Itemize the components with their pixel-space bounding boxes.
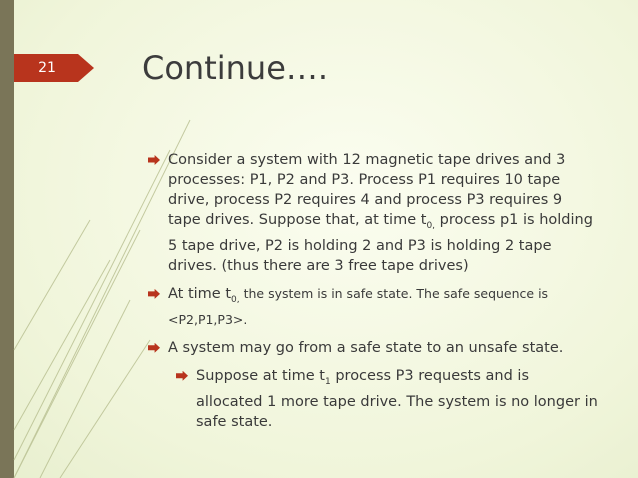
bullet-3	[148, 338, 598, 358]
bullet-2-rest: the system is in safe state. The safe sequence is <P2,P1,P3>.	[168, 285, 549, 327]
bullet-3-text: A system may go from a safe state to an unsafe state.	[168, 339, 564, 356]
bullet-4-subscript: 1	[325, 376, 331, 387]
arrow-bullet-icon	[148, 343, 160, 353]
slide-title: Continue….	[142, 49, 329, 87]
content-area	[148, 150, 598, 440]
bullet-1	[148, 150, 598, 276]
bullet-1-rest: process p1 is holding 5 tape drive, P2 is holding 2 and P3 is holding 2 tape drives. (thus there are 3 free tape drives)	[168, 212, 593, 274]
bullet-4	[176, 366, 598, 432]
bullet-1-subscript: 0,	[426, 220, 436, 231]
slide-number: 21	[38, 60, 56, 76]
bullet-1-text: Consider a system with 12 magnetic tape drives and 3 processes: P1, P2 and P3. Process P1 requires 10 tape drive, process P2 requires 4 and process P3 requires 9 tape drives. Suppose that, at time t	[168, 152, 566, 228]
arrow-bullet-icon	[148, 155, 160, 165]
bullet-4-rest: process P3 requests and is allocated 1 more tape drive. The system is no longer in safe state.	[196, 367, 598, 430]
bullet-2	[148, 284, 598, 330]
bullet-4-lead: Suppose at time t	[196, 367, 325, 384]
arrow-bullet-icon	[148, 289, 160, 299]
arrow-bullet-icon	[176, 371, 188, 381]
bullet-2-lead: At time t	[168, 285, 232, 302]
bullet-2-subscript: 0,	[231, 294, 240, 305]
